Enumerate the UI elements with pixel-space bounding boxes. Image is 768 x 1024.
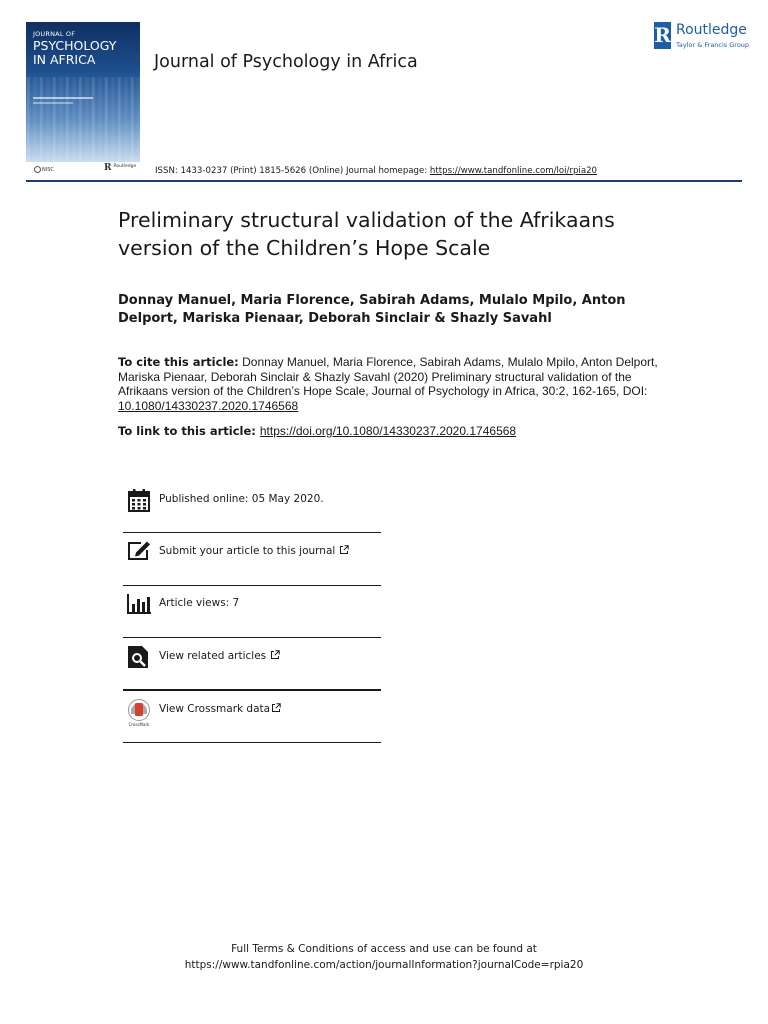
submit-article-link[interactable] — [159, 545, 349, 558]
nisc-logo: NISC — [34, 166, 54, 173]
cover-line-1: JOURNAL OF — [33, 30, 76, 38]
info-divider — [123, 532, 381, 533]
info-divider — [123, 637, 381, 638]
article-link-line — [118, 424, 516, 438]
article-views: Article views: 7 — [159, 597, 240, 609]
crossmark-row[interactable] — [123, 698, 381, 738]
published-row — [123, 488, 381, 528]
citation-block — [118, 355, 663, 414]
footer — [0, 942, 768, 973]
routledge-r-icon: R — [654, 23, 671, 47]
cite-label: To cite this article: — [118, 355, 239, 369]
document-search-icon — [127, 645, 151, 669]
crossmark-icon — [127, 698, 151, 727]
edit-icon — [127, 540, 151, 564]
info-divider — [123, 742, 381, 743]
routledge-name: Routledge — [676, 22, 747, 38]
cite-doi-link[interactable]: 10.1080/14330237.2020.1746568 — [118, 399, 299, 414]
footer-line-1: Full Terms & Conditions of access and use can be found at — [231, 943, 537, 955]
cover-title — [33, 39, 116, 67]
related-articles-link[interactable] — [159, 650, 280, 663]
crossmark-link[interactable] — [159, 703, 281, 716]
article-views-row — [123, 592, 381, 632]
external-link-icon — [270, 650, 280, 663]
journal-homepage-link[interactable]: https://www.tandfonline.com/loi/rpia20 — [429, 166, 598, 176]
related-articles-label: View related articles — [159, 650, 267, 662]
article-doi-link[interactable]: https://doi.org/10.1080/14330237.2020.1746568 — [259, 424, 517, 438]
submit-article-row[interactable] — [123, 540, 381, 580]
related-articles-row[interactable] — [123, 645, 381, 685]
journal-title: Journal of Psychology in Africa — [154, 52, 418, 72]
submit-article-label: Submit your article to this journal — [159, 545, 336, 557]
calendar-icon — [127, 488, 151, 512]
crossmark-label: View Crossmark data — [159, 703, 271, 715]
journal-cover-image — [26, 22, 140, 162]
header-divider — [26, 180, 742, 182]
cite-text: Donnay Manuel, Maria Florence, Sabirah Adams, Mulalo Mpilo, Anton Delport, Mariska Pienaar, Deborah Sinclair & Shazly Savahl (2020) Preliminary structural validation of the Afrikaans version of the Children’s Hope Scale, Journal of Psychology in Africa, 30:2, 162-165, DOI: — [118, 355, 658, 399]
cover-line-3: IN AFRICA — [33, 52, 96, 67]
crossmark-icon-label: CrossMark — [128, 722, 150, 727]
routledge-subtitle: Taylor & Francis Group — [676, 41, 750, 49]
issn-line — [155, 166, 597, 176]
cover-line-2: PSYCHOLOGY — [33, 38, 117, 53]
routledge-small-logo: R Routledge — [104, 163, 137, 173]
routledge-logo — [654, 22, 748, 52]
published-date: Published online: 05 May 2020. — [159, 493, 324, 505]
issn-text: ISSN: 1433-0237 (Print) 1815-5626 (Online) Journal homepage: — [155, 166, 430, 176]
info-divider — [123, 585, 381, 586]
link-label: To link to this article: — [118, 424, 256, 438]
article-title: Preliminary structural validation of the Afrikaans version of the Children’s Hope Scale — [118, 208, 615, 260]
article-authors: Donnay Manuel, Maria Florence, Sabirah Adams, Mulalo Mpilo, Anton Delport, Mariska Pienaar, Deborah Sinclair & Shazly Savahl — [118, 293, 626, 326]
external-link-icon — [271, 703, 281, 716]
external-link-icon — [339, 545, 349, 558]
bar-chart-icon — [127, 592, 151, 616]
footer-terms-link[interactable]: https://www.tandfonline.com/action/journalInformation?journalCode=rpia20 — [184, 958, 584, 971]
info-divider — [123, 689, 381, 691]
